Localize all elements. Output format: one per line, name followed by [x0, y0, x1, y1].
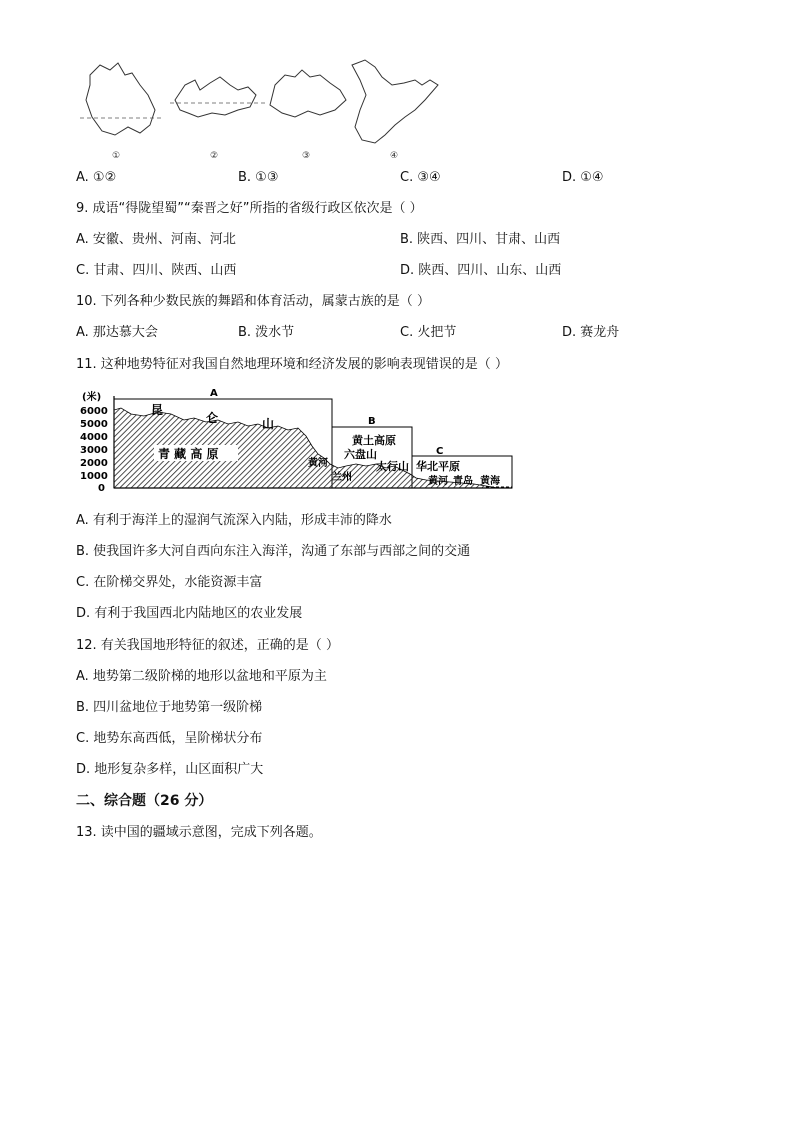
y-tick-5000: 5000: [80, 419, 108, 430]
q11-stem: 11. 这种地势特征对我国自然地理环境和经济发展的影响表现错误的是（ ）: [76, 357, 508, 372]
q12-option-b: B. 四川盆地位于地势第一级阶梯: [76, 700, 263, 715]
label-liupan: 六盘山: [344, 448, 377, 461]
q10-option-a: A. 那达慕大会: [76, 325, 158, 340]
q11-option-c: C. 在阶梯交界处，水能资源丰富: [76, 575, 263, 590]
outline-label-1: ①: [112, 151, 121, 161]
q10-option-b: B. 泼水节: [238, 325, 295, 340]
outline-label-2: ②: [210, 151, 219, 161]
label-qingdao: 青岛: [453, 476, 473, 487]
q10-option-c: C. 火把节: [400, 325, 457, 340]
q8-option-c: C. ③④: [400, 170, 441, 185]
label-huanghe-1: 黄河: [308, 458, 328, 469]
q11-option-a: A. 有利于海洋上的湿润气流深入内陆，形成丰沛的降水: [76, 513, 392, 528]
q9-option-d: D. 陕西、四川、山东、山西: [400, 263, 562, 278]
label-qingzang: 青 藏 高 原: [158, 447, 219, 461]
y-tick-3000: 3000: [80, 445, 108, 456]
q8-option-d: D. ①④: [562, 170, 604, 185]
outline-3: [270, 70, 346, 117]
label-kunlun-1: 昆: [151, 403, 164, 417]
label-kunlun-2: 仑: [206, 411, 219, 425]
outline-4: [352, 60, 438, 143]
terrain-profile-figure: [76, 384, 516, 496]
q9-stem: 9. 成语“得陇望蜀”“秦晋之好”所指的省级行政区依次是（ ）: [76, 201, 423, 216]
section-2-title: 二、综合题（26 分）: [76, 793, 213, 809]
q10-option-d: D. 赛龙舟: [562, 325, 620, 340]
y-tick-2000: 2000: [80, 458, 108, 469]
step-label-a: A: [210, 388, 218, 399]
q11-option-b: B. 使我国许多大河自西向东注入海洋，沟通了东部与西部之间的交通: [76, 544, 471, 559]
step-label-b: B: [368, 416, 376, 427]
q12-option-a: A. 地势第二级阶梯的地形以盆地和平原为主: [76, 669, 327, 684]
outline-2: [175, 77, 256, 117]
q12-stem: 12. 有关我国地形特征的叙述，正确的是（ ）: [76, 638, 339, 653]
q12-option-d: D. 地形复杂多样，山区面积广大: [76, 762, 264, 777]
q9-option-b: B. 陕西、四川、甘肃、山西: [400, 232, 561, 247]
q9-option-a: A. 安徽、贵州、河南、河北: [76, 232, 236, 247]
q13-stem: 13. 读中国的疆域示意图，完成下列各题。: [76, 825, 322, 840]
q9-option-c: C. 甘肃、四川、陕西、山西: [76, 263, 237, 278]
y-tick-1000: 1000: [80, 471, 108, 482]
q11-option-d: D. 有利于我国西北内陆地区的农业发展: [76, 606, 303, 621]
y-tick-0: 0: [98, 483, 105, 494]
label-taihang: 太行山: [376, 460, 409, 473]
y-tick-6000: 6000: [80, 406, 108, 417]
province-outlines-svg: [70, 55, 460, 165]
y-tick-4000: 4000: [80, 432, 108, 443]
label-huanghai: 黄海: [480, 476, 500, 487]
q8-option-b: B. ①③: [238, 170, 279, 185]
label-huabei: 华北平原: [416, 460, 460, 473]
y-unit: (米): [82, 392, 102, 403]
outline-label-4: ④: [390, 151, 399, 161]
label-huanghe-2: 黄河: [428, 476, 448, 487]
terrain-profile-svg: [76, 384, 516, 496]
province-outline-figure: [70, 55, 460, 165]
label-kunlun-3: 山: [262, 417, 275, 431]
outline-label-3: ③: [302, 151, 311, 161]
q8-option-a: A. ①②: [76, 170, 117, 185]
q10-stem: 10. 下列各种少数民族的舞蹈和体育活动，属蒙古族的是（ ）: [76, 294, 430, 309]
label-huangtu: 黄土高原: [352, 434, 396, 447]
step-label-c: C: [436, 446, 444, 457]
q12-option-c: C. 地势东高西低，呈阶梯状分布: [76, 731, 263, 746]
label-lanzhou: 兰州: [332, 472, 352, 483]
outline-1: [86, 63, 155, 135]
